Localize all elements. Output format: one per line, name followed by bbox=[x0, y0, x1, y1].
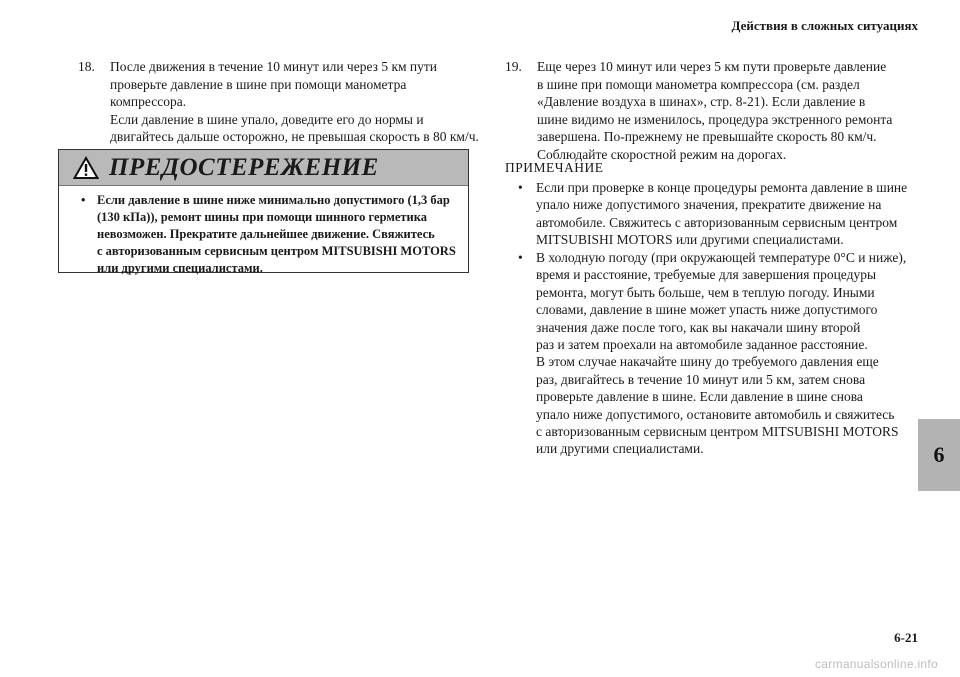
warning-text bbox=[59, 186, 468, 277]
note-line: раз, двигайтесь в течение 10 минут или 5 км, затем снова bbox=[536, 371, 866, 387]
note-title: ПРИМЕЧАНИЕ bbox=[505, 160, 604, 175]
note-line: раз и затем проехали на автомобиле заданное расстояние. bbox=[536, 337, 868, 353]
step-line: «Давление воздуха в шинах», стр. 8-21). Если давление в bbox=[537, 94, 866, 110]
warning-line: (130 кПа)), ремонт шины при помощи шинного герметика bbox=[97, 210, 428, 224]
warning-line: или другими специалистами. bbox=[97, 261, 263, 275]
bullet: • bbox=[81, 193, 86, 207]
note-line: словами, давление в шине может упасть ниже допустимого bbox=[536, 302, 878, 318]
note-item bbox=[518, 179, 946, 249]
note-line: MITSUBISHI MOTORS или другими специалистами. bbox=[536, 232, 844, 248]
section-title: Действия в сложных ситуациях bbox=[731, 18, 918, 33]
step-line: двигайтесь дальше осторожно, не превышая скорость в 80 км/ч. bbox=[110, 129, 479, 145]
step-line: После движения в течение 10 минут или через 5 км пути bbox=[110, 59, 438, 74]
warning-line: невозможен. Прекратите дальнейшее движение. Свяжитесь bbox=[97, 227, 435, 241]
right-column bbox=[505, 58, 920, 164]
step-line: в шине при помощи манометра компрессора (см. раздел bbox=[537, 76, 860, 92]
page-number: 6-21 bbox=[894, 630, 918, 645]
bullet: • bbox=[518, 180, 523, 195]
step-line: Соблюдайте скоростной режим на дорогах. bbox=[537, 146, 787, 162]
note-line: автомобиле. Свяжитесь с авторизованным сервисным центром bbox=[536, 214, 898, 230]
step-18 bbox=[78, 58, 479, 146]
note-line: Если при проверке в конце процедуры ремонта давление в шине bbox=[536, 180, 908, 195]
step-number: 19. bbox=[505, 59, 522, 74]
note-line: упало ниже допустимого, остановите автомобиль и свяжитесь bbox=[536, 406, 895, 422]
step-line: компрессора. bbox=[110, 94, 187, 110]
step-line: проверьте давление в шине при помощи манометра bbox=[110, 76, 407, 92]
note-line: значения даже после того, как вы накачали шину второй bbox=[536, 319, 861, 335]
note-line: проверьте давление в шине. Если давление в шине снова bbox=[536, 389, 863, 405]
warning-line: с авторизованным сервисным центром MITSUBISHI MOTORS bbox=[97, 244, 456, 258]
step-number: 18. bbox=[78, 59, 95, 74]
note-line: упало ниже допустимого значения, прекратите движение на bbox=[536, 197, 882, 213]
warning-header bbox=[59, 150, 468, 186]
warning-line: Если давление в шине ниже минимально допустимого (1,3 бар bbox=[97, 193, 450, 207]
note-line: или другими специалистами. bbox=[536, 441, 704, 457]
note-item bbox=[518, 249, 946, 458]
note-line: время и расстояние, требуемые для завершения процедуры bbox=[536, 267, 877, 283]
note-line: В этом случае накачайте шину до требуемого давления еще bbox=[536, 354, 879, 370]
warning-triangle-icon bbox=[73, 156, 99, 180]
warning-title: ПРЕДОСТЕРЕЖЕНИЕ bbox=[109, 153, 379, 181]
step-line: завершена. По-прежнему не превышайте скорость 80 км/ч. bbox=[537, 129, 877, 145]
step-line: Еще через 10 минут или через 5 км пути проверьте давление bbox=[537, 59, 887, 74]
step-19 bbox=[505, 58, 920, 164]
note-line: ремонта, могут быть больше, чем в теплую погоду. Иными bbox=[536, 284, 875, 300]
step-line: шине видимо не изменилось, процедура экстренного ремонта bbox=[537, 111, 893, 127]
warning-box bbox=[58, 149, 469, 273]
step-line: Если давление в шине упало, доведите его до нормы и bbox=[110, 111, 424, 127]
note-line: В холодную погоду (при окружающей температуре 0°С и ниже), bbox=[536, 250, 907, 265]
bullet: • bbox=[518, 250, 523, 265]
watermark: carmanualsonline.info bbox=[814, 657, 938, 671]
left-column bbox=[78, 58, 479, 146]
note-line: с авторизованным сервисным центром MITSUBISHI MOTORS bbox=[536, 424, 899, 440]
chapter-tab: 6 bbox=[918, 419, 960, 491]
